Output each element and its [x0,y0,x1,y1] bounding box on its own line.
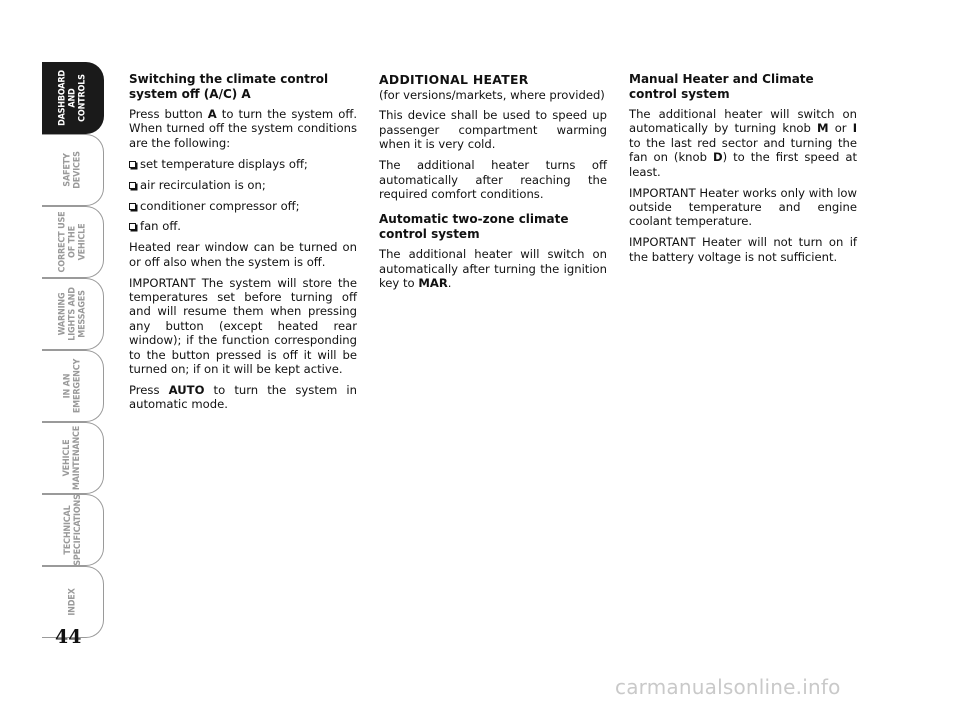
key-label: D [712,150,723,165]
tab-label: VEHICLE MAINTENANCE [62,425,83,491]
bullet-icon [129,161,136,168]
tab-in-an-emergency[interactable] [42,350,104,422]
paragraph: The additional heater turns off automatically after reaching the required comfort conditions. [379,158,607,201]
bullet-icon [129,223,136,230]
tab-safety-devices[interactable] [42,134,104,206]
tab-correct-use[interactable] [42,206,104,278]
key-label: AUTO [168,383,205,397]
tab-label: IN AN EMERGENCY [62,358,83,414]
paragraph: Press button A to turn the system off. When turned off the system conditions are the following: [129,107,358,150]
tab-dashboard-and-controls[interactable] [42,62,104,134]
section-heading: Automatic two-zone climate control system [379,212,569,242]
tab-label: INDEX [67,588,78,616]
paragraph: IMPORTANT The system will store the temperatures set before turning off and will resume them when pressing any button (except heated rear window); if the function corresponding to the button pressed is off it will be turned on; if on it will be kept active. [129,275,357,377]
column-left [129,72,357,418]
section-heading: Switching the climate control system off (A/C) A [129,72,329,101]
paragraph: IMPORTANT Heater will not turn on if the battery voltage is not sufficient. [629,235,857,264]
bullet-icon [129,182,136,189]
bullet-item: fan off. [129,219,357,233]
key-label: I [852,121,858,136]
section-heading: ADDITIONAL HEATER [379,72,529,87]
tab-label: CORRECT USE OF THE VEHICLE [57,211,88,273]
key-label: M [817,121,829,136]
bullet-item: air recirculation is on; [129,178,357,192]
tab-label: TECHNICAL SPECIFICATIONS [62,494,83,566]
section-heading: Manual Heater and Climate control system [629,72,814,101]
paragraph: The additional heater will switch on automatically by turning knob M or I to the last red sector and turning the fan on (knob D) to the first speed at least. [629,107,858,179]
bullet-item: conditioner compressor off; [129,199,357,213]
tab-label: WARNING LIGHTS AND MESSAGES [57,287,88,341]
paragraph: Heated rear window can be turned on or off also when the system is off. [129,240,357,269]
page-number: 44 [55,626,82,648]
subheading: (for versions/markets, where provided) [379,88,605,102]
paragraph: IMPORTANT Heater works only with low outside temperature and engine coolant temperature. [629,185,857,229]
paragraph: Press AUTO to turn the system in automatic mode. [129,383,357,412]
tab-warning-lights[interactable] [42,278,104,350]
watermark: carmanualsonline.info [615,675,841,699]
tab-vehicle-maintenance[interactable] [42,422,104,494]
column-right [629,72,857,271]
bullet-item: set temperature displays off; [129,157,357,171]
paragraph: This device shall be used to speed up passenger compartment warming when it is very cold. [379,108,607,152]
bullet-icon [129,203,136,210]
tab-label: DASHBOARD AND CONTROLS [57,70,88,126]
tab-technical-specifications[interactable] [42,494,104,566]
key-label: A [207,107,217,121]
paragraph: The additional heater will switch on automatically after turning the ignition key to MAR. [379,247,607,291]
tab-label: SAFETY DEVICES [62,151,83,189]
key-label: MAR [418,276,448,291]
column-middle [379,72,607,297]
